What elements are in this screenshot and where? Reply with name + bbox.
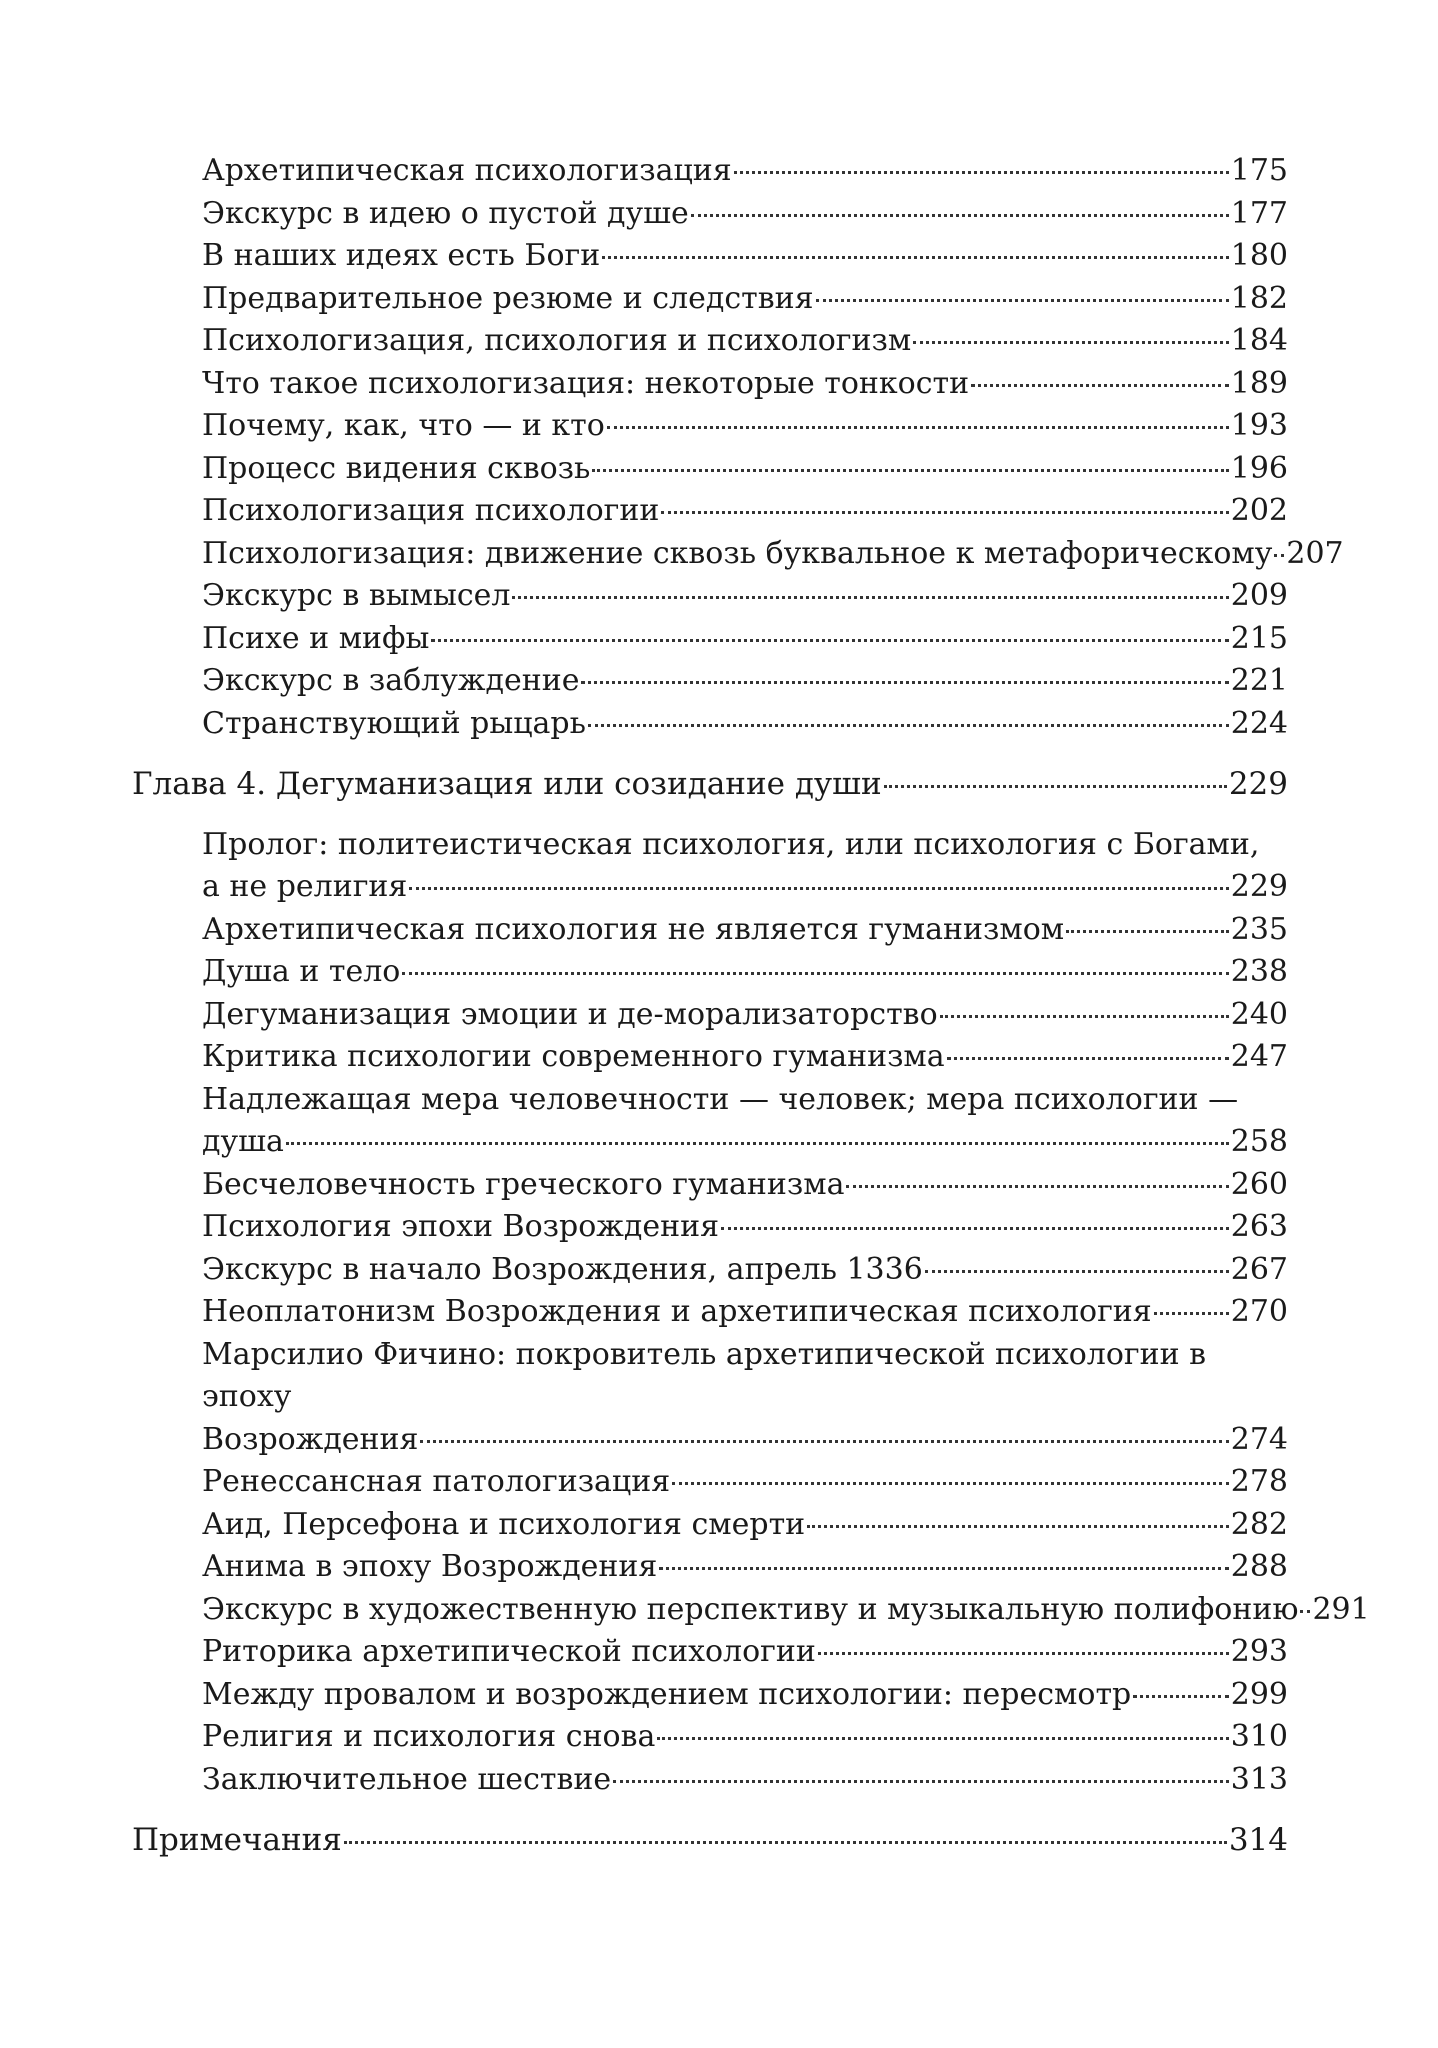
toc-entry-title: Бесчеловечность греческого гуманизма	[202, 1166, 845, 1202]
dot-leader	[344, 1841, 1227, 1844]
toc-page-number: 177	[1230, 195, 1288, 231]
dot-leader	[602, 256, 1228, 259]
toc-entry[interactable]	[132, 1589, 1370, 1632]
toc-entry-title: Анима в эпоху Возрождения	[202, 1549, 658, 1584]
toc-entry-title: Экскурс в идею о пустой душе	[202, 195, 689, 231]
toc-page-number: 282	[1230, 1506, 1288, 1542]
toc-entry-row	[202, 1504, 1288, 1547]
dot-leader	[431, 639, 1228, 642]
dot-leader	[607, 426, 1229, 429]
toc-entry-title: Архетипическая психология не является гуманизмом	[202, 911, 1065, 947]
toc-entry-row	[202, 660, 1288, 703]
dot-leader	[409, 887, 1228, 890]
toc-entry-row	[202, 994, 1288, 1037]
toc-page-number: 235	[1230, 911, 1288, 947]
toc-entry[interactable]	[132, 278, 1288, 321]
toc-entry-row	[202, 1631, 1288, 1674]
dot-leader	[913, 341, 1229, 344]
toc-entry[interactable]	[132, 994, 1288, 1037]
toc-entry[interactable]	[132, 1164, 1288, 1207]
toc-entry-row	[202, 1546, 1288, 1589]
toc-entry-title: Экскурс в заблуждение	[202, 663, 580, 698]
toc-entry-title-line1: Надлежащая мера человечности — человек; мера психологии —	[202, 1081, 1239, 1117]
toc-entry-row	[202, 951, 1288, 994]
toc-page-number: 299	[1230, 1676, 1288, 1712]
toc-entry-row	[202, 1461, 1288, 1504]
toc-entry-row	[202, 235, 1288, 278]
toc-entry[interactable]	[132, 235, 1288, 278]
toc-entry-row	[202, 1759, 1288, 1802]
toc-entry-title: Религия и психология снова	[202, 1719, 656, 1754]
toc-entry-title: Между провалом и возрождением психологии: пересмотр	[202, 1676, 1132, 1712]
toc-entry-title: Психологизация: движение сквозь буквальное к метафорическому	[202, 535, 1273, 571]
toc-entry-row	[202, 618, 1288, 661]
toc-page-number: 314	[1228, 1822, 1288, 1858]
toc-entry-title: Психе и мифы	[202, 620, 430, 656]
dot-leader	[721, 1227, 1229, 1230]
toc-page-number: 184	[1230, 323, 1288, 358]
toc-entry-row	[202, 405, 1288, 448]
toc-entry-title: Аид, Персефона и психология смерти	[202, 1506, 806, 1542]
toc-entry-title: Психология эпохи Возрождения	[202, 1209, 720, 1244]
toc-entry[interactable]	[132, 575, 1288, 618]
toc-entry[interactable]	[132, 660, 1288, 703]
toc-entry-title: Архетипическая психологизация	[202, 153, 732, 188]
toc-page-number: 175	[1230, 153, 1288, 188]
toc-page-number: 229	[1228, 766, 1288, 802]
toc-page-number: 267	[1230, 1251, 1288, 1287]
toc-entry-row	[202, 575, 1288, 618]
toc-entry-title: Дегуманизация эмоции и де-морализаторство	[202, 996, 938, 1032]
toc-entry[interactable]	[132, 618, 1288, 661]
dot-leader	[925, 1270, 1229, 1273]
dot-leader	[659, 1567, 1228, 1570]
toc-page-number: 263	[1230, 1209, 1288, 1244]
dot-leader	[807, 1525, 1229, 1528]
dot-leader	[592, 469, 1228, 472]
dot-leader	[1274, 554, 1284, 557]
toc-page-number: 215	[1230, 620, 1288, 656]
dot-leader	[512, 596, 1228, 599]
toc-entry-row	[202, 363, 1288, 406]
toc-entry-title: Критика психологии современного гуманизма	[202, 1039, 945, 1074]
toc-entry[interactable]	[132, 824, 1288, 909]
dot-leader	[940, 1015, 1229, 1018]
toc-entry[interactable]	[132, 703, 1288, 746]
toc-entry-row	[132, 763, 1288, 806]
toc-entry-title: Психологизация психологии	[202, 493, 660, 528]
toc-entry[interactable]	[132, 533, 1344, 576]
dot-leader	[846, 1185, 1228, 1188]
toc-entry[interactable]	[132, 1674, 1288, 1717]
toc-chapter-entry[interactable]	[132, 763, 1288, 806]
toc-entry[interactable]	[132, 1631, 1288, 1674]
toc-entry[interactable]	[132, 320, 1288, 363]
toc-page-number: 260	[1230, 1166, 1288, 1202]
toc-entry-title: Глава 4. Дегуманизация или созидание души	[132, 766, 882, 802]
toc-entry-title: а не религия	[202, 869, 408, 904]
dot-leader	[420, 1440, 1228, 1443]
toc-entry-title: Почему, как, что — и кто	[202, 408, 605, 443]
toc-entry-row	[202, 866, 1288, 909]
toc-entry[interactable]	[132, 1036, 1288, 1079]
toc-page-number: 291	[1312, 1591, 1370, 1627]
toc-entry-title: Что такое психологизация: некоторые тонкости	[202, 365, 970, 401]
toc-entry-row	[132, 1819, 1288, 1862]
toc-entry-row	[202, 1716, 1288, 1759]
toc-entry-title: Экскурс в начало Возрождения, апрель 1336	[202, 1251, 923, 1287]
dot-leader	[691, 214, 1229, 217]
toc-chapter-entry[interactable]	[132, 1819, 1288, 1862]
dot-leader	[818, 1652, 1229, 1655]
toc-entry-row	[202, 150, 1288, 193]
toc-entry-row	[202, 1036, 1288, 1079]
toc-entry-row	[202, 1249, 1288, 1292]
toc-entry-title: Заключительное шествие	[202, 1761, 612, 1797]
toc-entry-title: Неоплатонизм Возрождения и архетипическая психология	[202, 1294, 1152, 1329]
dot-leader	[402, 972, 1228, 975]
dot-leader	[661, 511, 1228, 514]
toc-entry[interactable]	[132, 1759, 1288, 1802]
dot-leader	[581, 681, 1228, 684]
toc-entry-title: В наших идеях есть Боги	[202, 238, 601, 273]
toc-page-number: 278	[1230, 1464, 1288, 1499]
toc-entry[interactable]	[132, 1249, 1288, 1292]
toc-entry-title: Ренессансная патологизация	[202, 1464, 671, 1499]
dot-leader	[1154, 1312, 1229, 1315]
toc-entry-title: Душа и тело	[202, 954, 401, 989]
dot-leader	[672, 1482, 1229, 1485]
toc-entry-title: Экскурс в художественную перспективу и музыкальную полифонию	[202, 1591, 1299, 1627]
toc-entry-title: Психологизация, психология и психологизм	[202, 323, 912, 358]
dot-leader	[971, 384, 1229, 387]
toc-entry[interactable]	[132, 448, 1288, 491]
toc-entry[interactable]	[132, 1716, 1288, 1759]
dot-leader	[613, 1780, 1229, 1783]
toc-page-number: 274	[1230, 1421, 1288, 1457]
dot-leader	[734, 171, 1229, 174]
toc-page-number: 207	[1286, 535, 1344, 571]
toc-entry-row	[202, 1206, 1288, 1249]
toc-page-number: 238	[1230, 954, 1288, 989]
toc-entry-title: Процесс видения сквозь	[202, 450, 591, 486]
toc-entry[interactable]	[132, 1504, 1288, 1547]
toc-entry-row	[202, 278, 1288, 321]
toc-page-number: 240	[1230, 996, 1288, 1032]
toc-entry-row	[202, 1674, 1288, 1717]
toc-entry-title: Экскурс в вымысел	[202, 578, 511, 613]
toc-entry[interactable]	[132, 1546, 1288, 1589]
toc-page-number: 189	[1230, 365, 1288, 401]
toc-entry-title: Предварительное резюме и следствия	[202, 280, 814, 316]
toc-entry-title: Странствующий рыцарь	[202, 705, 586, 741]
toc-page-number: 221	[1230, 663, 1288, 698]
toc-page-number: 270	[1230, 1294, 1288, 1329]
toc-entry[interactable]	[132, 1461, 1288, 1504]
toc-entry-title-line1: Марсилио Фичино: покровитель архетипической психологии в эпоху	[202, 1336, 1207, 1414]
toc-page-number: 288	[1230, 1549, 1288, 1584]
toc-entry-title: Возрождения	[202, 1421, 419, 1457]
dot-leader	[1300, 1610, 1310, 1613]
toc-entry-row	[202, 490, 1288, 533]
dot-leader	[884, 785, 1227, 788]
toc-entry[interactable]	[132, 363, 1288, 406]
toc-entry[interactable]	[132, 405, 1288, 448]
toc-entry[interactable]	[132, 1206, 1288, 1249]
dot-leader	[816, 299, 1229, 302]
dot-leader	[1066, 930, 1229, 933]
toc-entry[interactable]	[132, 1291, 1288, 1334]
table-of-contents	[132, 150, 1370, 1862]
toc-entry[interactable]	[132, 490, 1288, 533]
toc-page-number: 313	[1230, 1761, 1288, 1797]
toc-page-number: 310	[1230, 1719, 1288, 1754]
toc-page-number: 182	[1230, 280, 1288, 316]
toc-page-number: 209	[1230, 578, 1288, 613]
toc-page-number: 180	[1230, 238, 1288, 273]
toc-page-number: 202	[1230, 493, 1288, 528]
toc-entry-title: Риторика архетипической психологии	[202, 1634, 816, 1669]
dot-leader	[286, 1142, 1229, 1145]
toc-entry[interactable]	[132, 951, 1288, 994]
toc-entry[interactable]	[132, 1334, 1288, 1462]
toc-entry-row	[202, 909, 1288, 952]
toc-page-number: 247	[1230, 1039, 1288, 1074]
toc-entry-row	[202, 1589, 1370, 1632]
dot-leader	[947, 1057, 1229, 1060]
toc-entry[interactable]	[132, 1079, 1288, 1164]
toc-entry[interactable]	[132, 150, 1288, 193]
toc-entry-row	[202, 320, 1288, 363]
toc-entry-row	[202, 1419, 1288, 1462]
toc-entry-row	[202, 703, 1288, 746]
dot-leader	[1133, 1695, 1228, 1698]
toc-entry-row	[202, 1291, 1288, 1334]
toc-entry-title: Примечания	[132, 1822, 342, 1858]
dot-leader	[657, 1737, 1228, 1740]
toc-entry[interactable]	[132, 193, 1288, 236]
toc-page-number: 293	[1230, 1634, 1288, 1669]
toc-entry-row	[202, 1121, 1288, 1164]
toc-page-number: 224	[1230, 705, 1288, 741]
toc-entry-row	[202, 533, 1344, 576]
toc-page-number: 193	[1230, 408, 1288, 443]
toc-entry-row	[202, 193, 1288, 236]
dot-leader	[588, 724, 1229, 727]
toc-page-number: 229	[1230, 869, 1288, 904]
toc-page-number: 258	[1230, 1124, 1288, 1159]
toc-entry-row	[202, 448, 1288, 491]
toc-entry[interactable]	[132, 909, 1288, 952]
toc-entry-row	[202, 1164, 1288, 1207]
toc-entry-title-line1: Пролог: политеистическая психология, или психология с Богами,	[202, 826, 1260, 862]
toc-page-number: 196	[1230, 450, 1288, 486]
toc-entry-title: душа	[202, 1124, 284, 1159]
